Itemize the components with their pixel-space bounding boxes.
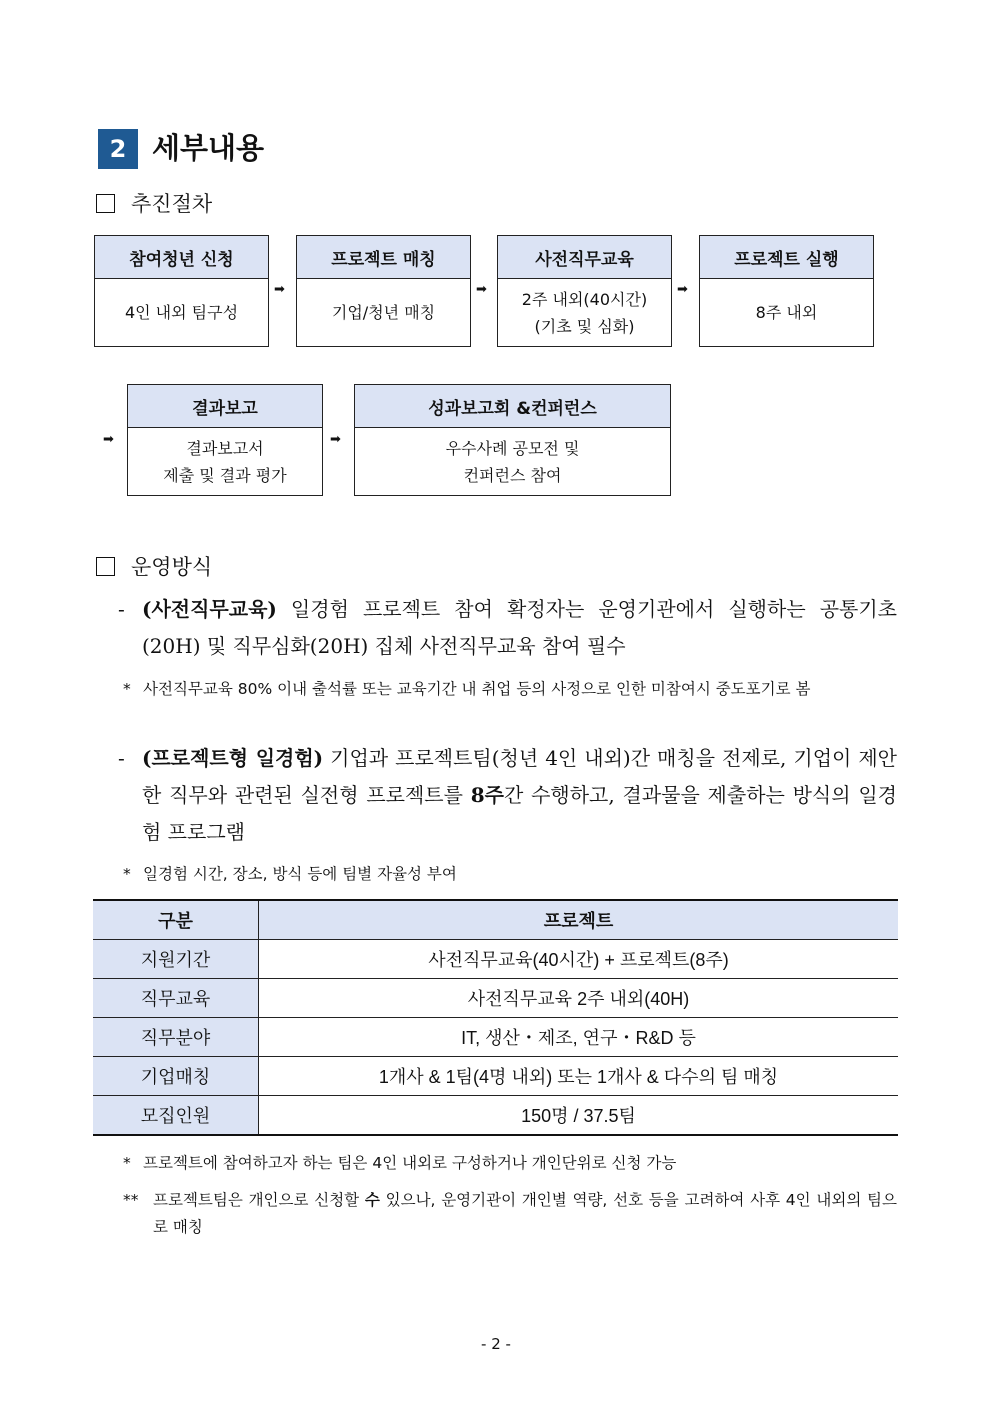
table-row — [93, 1018, 898, 1057]
item-label: (프로젝트형 일경험) — [142, 746, 324, 770]
table-row-label: 지원기간 — [93, 940, 259, 979]
arrow-right-icon: ➡ — [103, 432, 114, 447]
item-text-bold: 8주 — [470, 783, 504, 807]
footnote-mark: ** — [123, 1191, 139, 1209]
footnote-team-composition: 프로젝트에 참여하고자 하는 팀은 4인 내외로 구성하거나 개인단위로 신청 가능 — [143, 1154, 677, 1172]
section-number-badge: 2 — [98, 129, 138, 169]
table-row-label: 기업매칭 — [93, 1057, 259, 1096]
checkbox-square-icon — [96, 194, 115, 213]
process-step-body: (기초 및 심화) — [534, 316, 635, 336]
table-header-cell: 구분 — [93, 900, 259, 940]
table-row — [93, 1057, 898, 1096]
process-step-title: 프로젝트 실행 — [700, 236, 873, 279]
arrow-right-icon: ➡ — [330, 432, 341, 447]
footnote-team-matching — [153, 1187, 897, 1241]
process-step-apply — [94, 235, 269, 347]
list-dash: - — [118, 597, 125, 621]
process-step-body: 우수사례 공모전 및 — [445, 438, 580, 458]
operation-heading — [96, 553, 212, 581]
note-attendance: 사전직무교육 80% 이내 출석률 또는 교육기간 내 취업 등의 사정으로 인한 미참여시 중도포기로 봄 — [143, 680, 811, 698]
table-row-label: 모집인원 — [93, 1096, 259, 1136]
footnote-text: 있으나, 운영기관이 개인별 역량, 선호 등을 고려하여 사후 4인 내외의 팀으로 매칭 — [153, 1191, 897, 1236]
note-autonomy: 일경험 시간, 장소, 방식 등에 팀별 자율성 부여 — [143, 865, 457, 883]
arrow-right-icon: ➡ — [274, 282, 285, 297]
table-row — [93, 940, 898, 979]
table-cell: 사전직무교육 2주 내외(40H) — [259, 979, 899, 1018]
table-header-row — [93, 900, 898, 940]
note-mark: * — [123, 680, 131, 698]
checkbox-square-icon — [96, 557, 115, 576]
process-step-execution — [699, 235, 874, 347]
list-dash: - — [118, 746, 125, 770]
table-cell: 1개사 & 1팀(4명 내외) 또는 1개사 & 다수의 팀 매칭 — [259, 1057, 899, 1096]
process-step-title: 참여청년 신청 — [95, 236, 268, 279]
operation-item-pre-training — [142, 591, 897, 665]
process-step-body: 결과보고서 — [186, 438, 264, 458]
footnote-text: 프로젝트팀은 개인으로 신청할 — [153, 1191, 365, 1209]
process-step-title: 성과보고회 &컨퍼런스 — [355, 385, 670, 428]
item-label: (사전직무교육) — [142, 597, 277, 621]
process-step-conference — [354, 384, 671, 496]
process-step-body: 4인 내외 팀구성 — [124, 303, 239, 322]
item-text: 간 수행하고, 결과물을 제출하는 방식의 일경험 프로그램 — [142, 783, 897, 844]
process-step-body: 8주 내외 — [755, 303, 818, 322]
process-step-title: 사전직무교육 — [498, 236, 671, 279]
page-number: - 2 - — [481, 1335, 511, 1353]
table-cell: IT, 생산・제조, 연구・R&D 등 — [259, 1018, 899, 1057]
process-step-body: 컨퍼런스 참여 — [463, 465, 562, 485]
process-step-matching — [296, 235, 471, 347]
table-row — [93, 1096, 898, 1136]
note-mark: * — [123, 865, 131, 883]
procedure-heading-text: 추진절차 — [131, 192, 213, 216]
table-header-cell: 프로젝트 — [259, 900, 899, 940]
table-cell: 사전직무교육(40시간) + 프로젝트(8주) — [259, 940, 899, 979]
table-cell: 150명 / 37.5팀 — [259, 1096, 899, 1136]
process-step-body: 기업/청년 매칭 — [331, 303, 436, 322]
arrow-right-icon: ➡ — [677, 282, 688, 297]
procedure-heading — [96, 190, 212, 218]
footnote-text-bold: 수 — [364, 1191, 380, 1209]
process-step-body: 2주 내외(40시간) — [521, 289, 648, 309]
process-step-title: 프로젝트 매칭 — [297, 236, 470, 279]
table-row — [93, 979, 898, 1018]
table-row-label: 직무교육 — [93, 979, 259, 1018]
process-step-title: 결과보고 — [128, 385, 322, 428]
operation-item-project-type — [142, 740, 897, 851]
operation-heading-text: 운영방식 — [131, 555, 213, 579]
section-title: 세부내용 — [152, 131, 265, 165]
process-step-training — [497, 235, 672, 347]
process-step-body: 제출 및 결과 평가 — [163, 465, 287, 485]
arrow-right-icon: ➡ — [476, 282, 487, 297]
item-text: 기업과 프로젝트팀(청년 4인 내외)간 매칭을 전제로, 기업이 제안한 직무와 관련된 실전형 프로젝트를 — [142, 746, 898, 807]
item-text: 일경험 프로젝트 참여 확정자는 운영기관에서 실행하는 공통기초(20H) 및 직무심화(20H) 집체 사전직무교육 참여 필수 — [142, 597, 897, 658]
process-step-report — [127, 384, 323, 496]
program-spec-table — [93, 899, 898, 1136]
table-row-label: 직무분야 — [93, 1018, 259, 1057]
footnote-mark: * — [123, 1154, 131, 1172]
